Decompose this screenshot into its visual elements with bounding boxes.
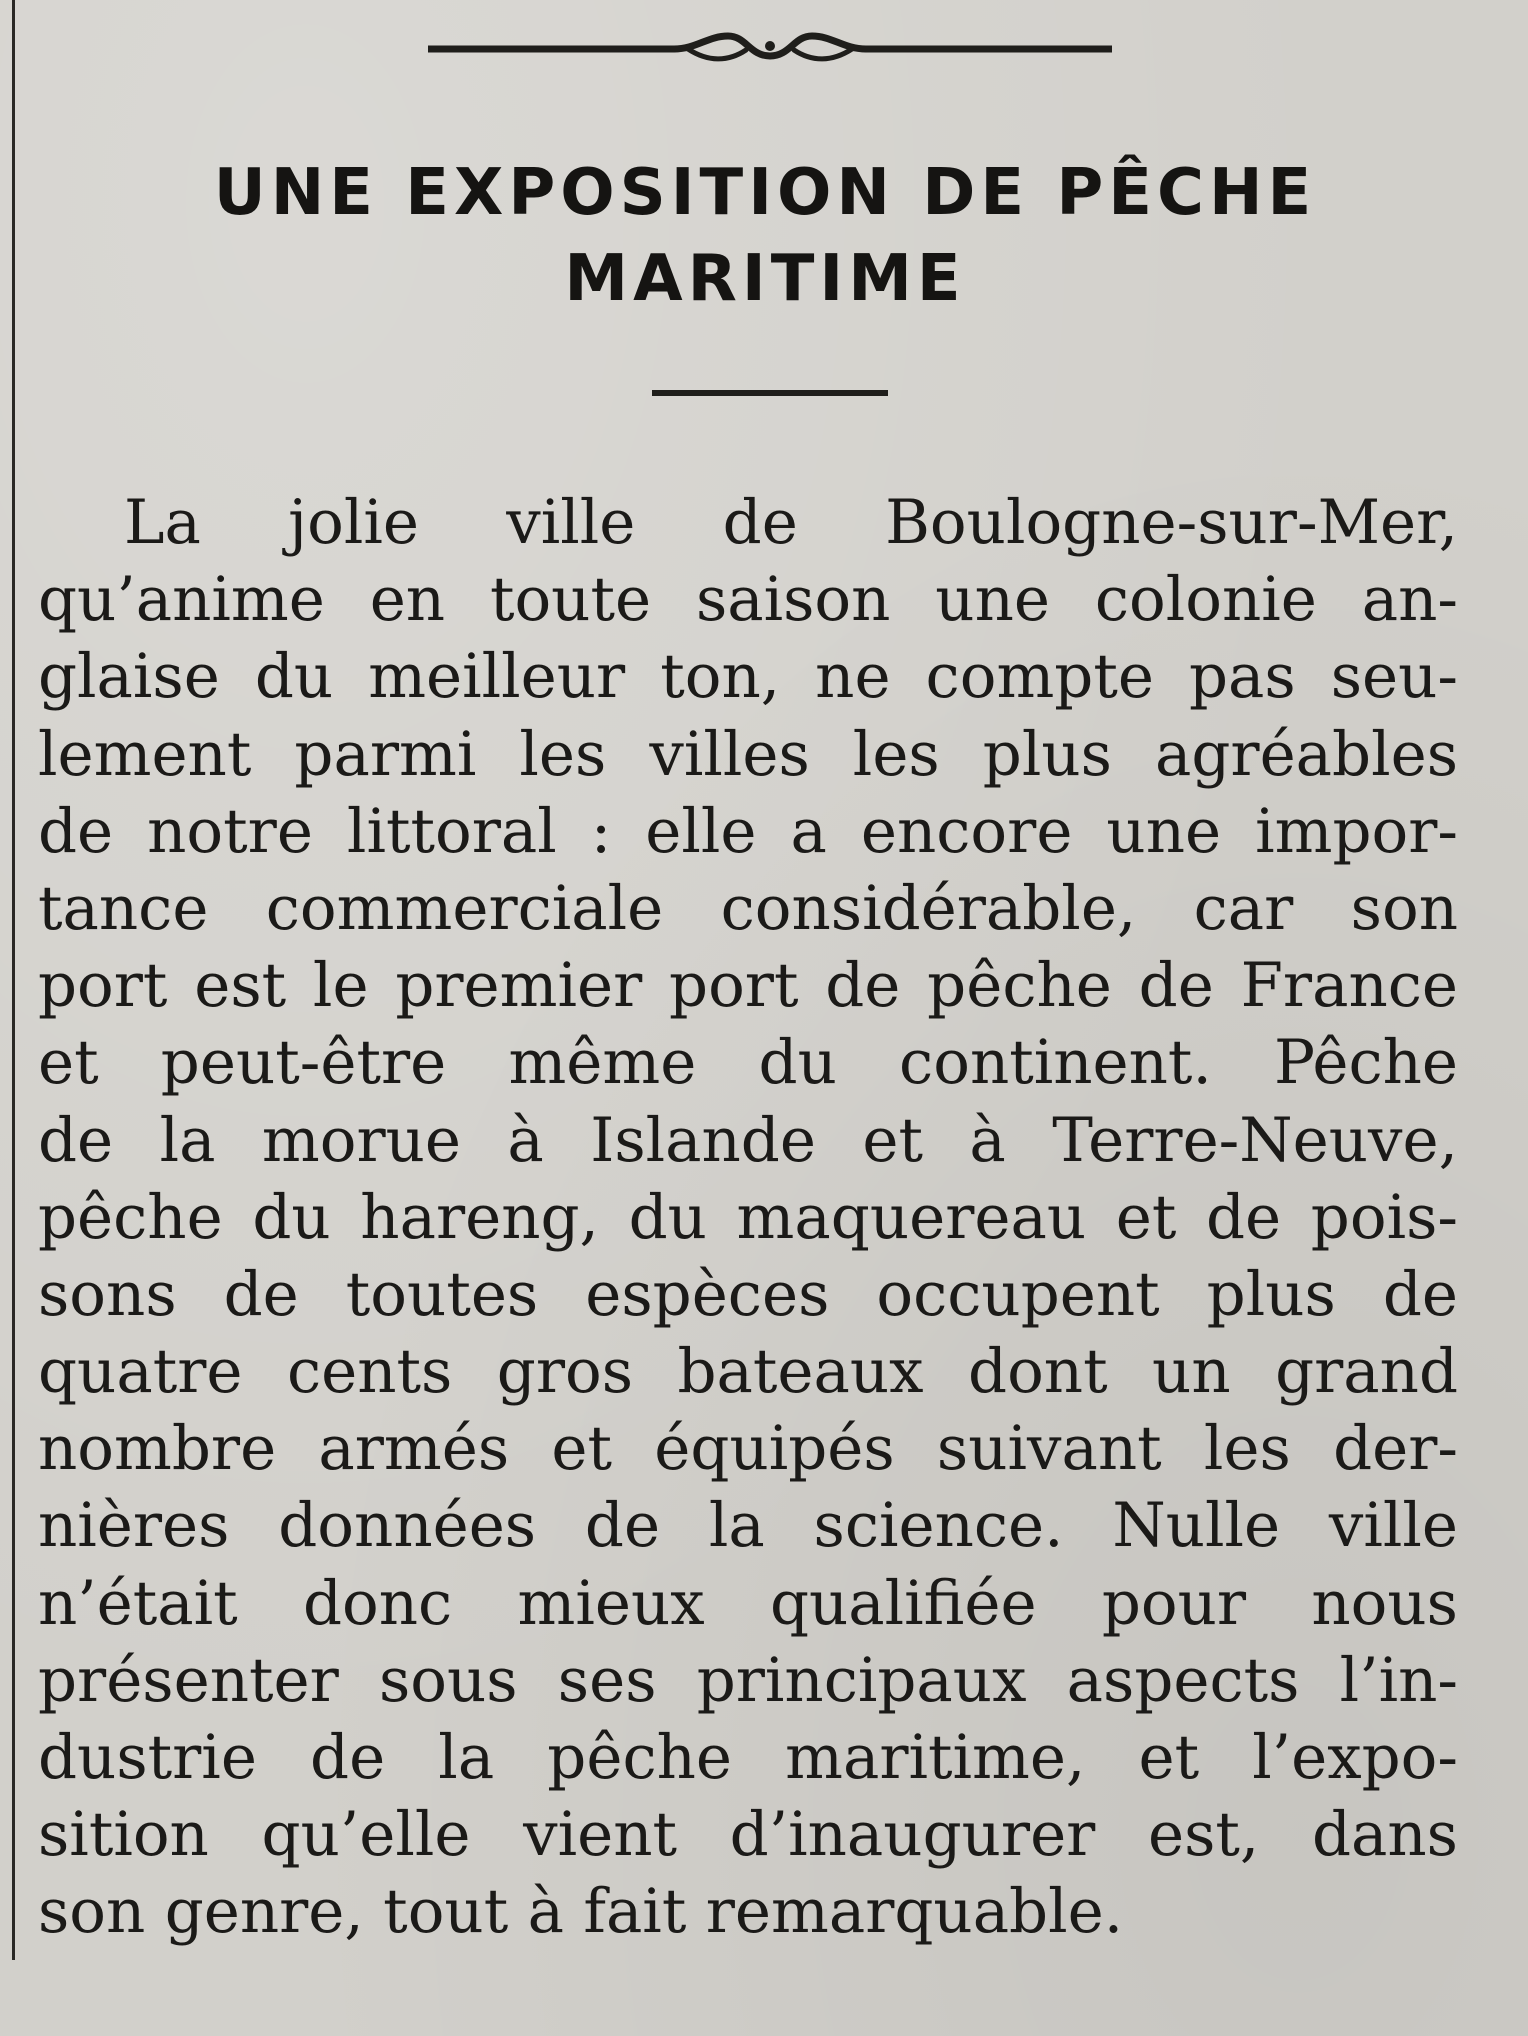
body-line: tance commerciale considérable, car son bbox=[38, 872, 1458, 944]
body-line: qu’anime en toute saison une colonie an- bbox=[38, 564, 1458, 636]
body-line: présenter sous ses principaux aspects l’in- bbox=[38, 1644, 1458, 1716]
body-line: nombre armés et équipés suivant les der- bbox=[38, 1413, 1458, 1485]
title-underline-rule bbox=[652, 390, 888, 396]
title-line-2: MARITIME bbox=[564, 242, 966, 316]
body-line: de la morue à Islande et à Terre-Neuve, bbox=[38, 1104, 1458, 1176]
title-line-1: UNE EXPOSITION DE PÊCHE bbox=[213, 156, 1317, 230]
body-line: quatre cents gros bateaux dont un grand bbox=[38, 1336, 1458, 1408]
body-line: nières données de la science. Nulle ville bbox=[38, 1490, 1458, 1562]
column-rule bbox=[12, 0, 15, 1960]
body-line-last: son genre, tout à fait remarquable. bbox=[38, 1876, 1124, 1948]
body-line: dustrie de la pêche maritime, et l’expo- bbox=[38, 1722, 1458, 1793]
body-line: n’était donc mieux qualifiée pour nous bbox=[38, 1567, 1458, 1639]
body-line: de notre littoral : elle a encore une impor- bbox=[38, 795, 1458, 867]
body-line: sition qu’elle vient d’inaugurer est, dans bbox=[38, 1799, 1458, 1871]
body-line: La jolie ville de Boulogne-sur-Mer, bbox=[124, 487, 1458, 558]
body-line: pêche du hareng, du maquereau et de pois- bbox=[38, 1181, 1458, 1253]
article-title bbox=[60, 150, 1470, 322]
body-line: et peut-être même du continent. Pêche bbox=[38, 1027, 1458, 1099]
body-line: glaise du meilleur ton, ne compte pas seu- bbox=[38, 641, 1458, 713]
ornamental-divider bbox=[428, 26, 1112, 72]
body-line: lement parmi les villes les plus agréables bbox=[38, 718, 1458, 790]
body-line: sons de toutes espèces occupent plus de bbox=[38, 1258, 1458, 1330]
body-line: port est le premier port de pêche de France bbox=[38, 950, 1458, 1022]
article-body bbox=[38, 484, 1458, 1951]
